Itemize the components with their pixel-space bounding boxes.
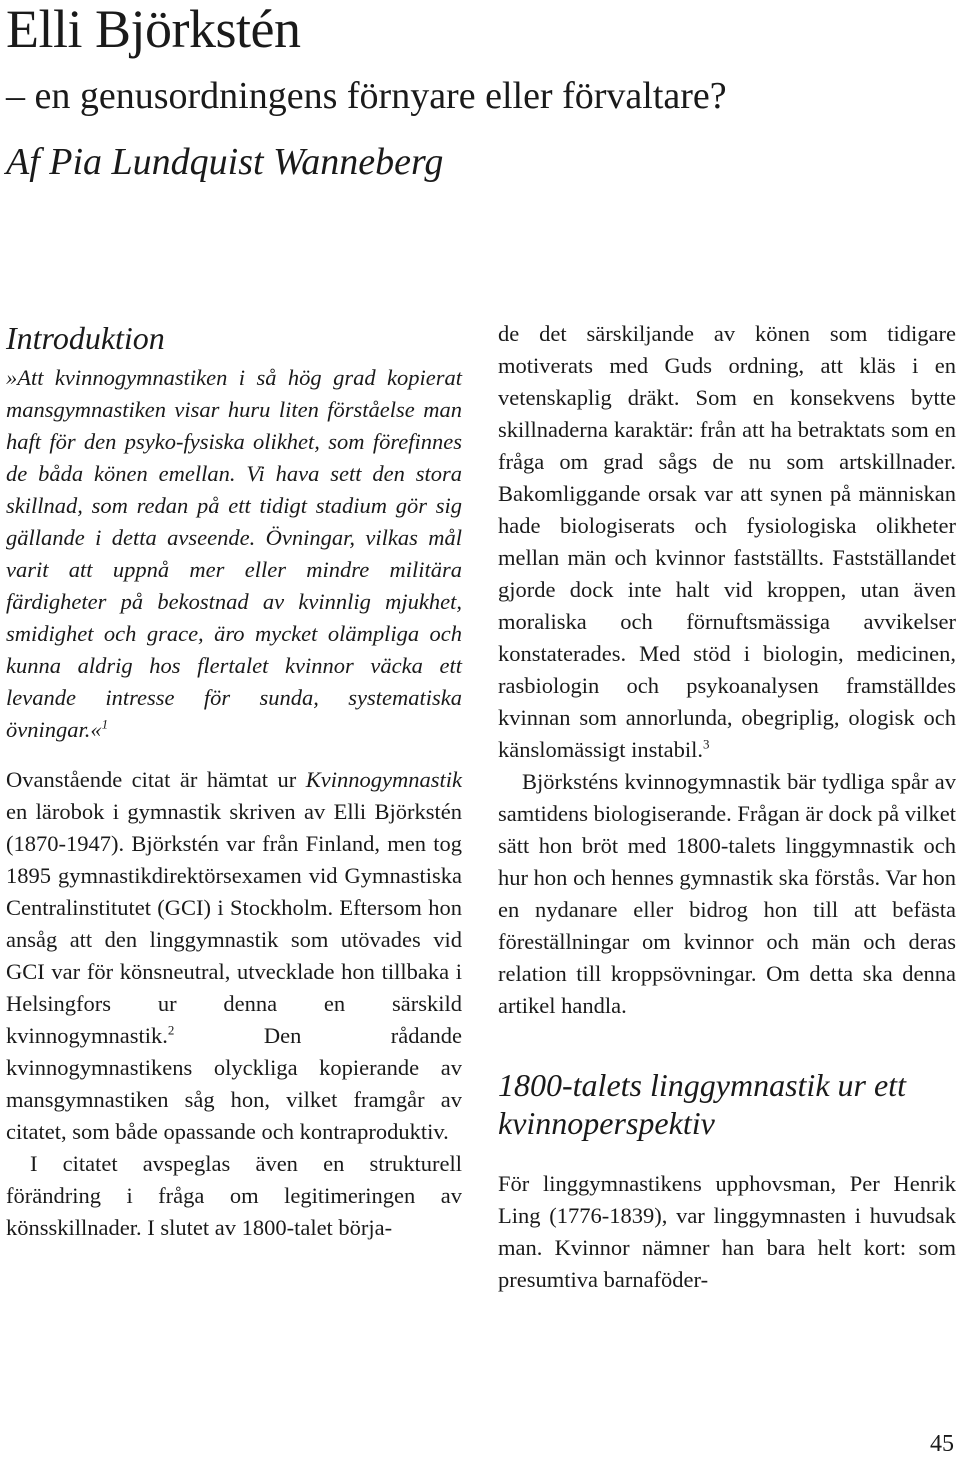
article-author: Af Pia Lundquist Wanneberg — [6, 141, 444, 183]
section2-heading: 1800-talets linggymnastik ur ett kvinnoperspektiv — [498, 1067, 906, 1141]
article-subtitle: – en genusordningens förnyare eller förvaltare? — [6, 75, 727, 117]
intro-p1-text-c: Den rådande kvinnogymnastikens olyckliga kopierande av mansgymnastiken såg hon, vilket framgår av citatet, som både opassande och kontraproduktiv. — [6, 1023, 462, 1144]
intro-paragraph-3 — [498, 318, 956, 766]
article-title: Elli Björkstén — [6, 0, 301, 59]
left-column — [6, 320, 462, 1244]
footnote-ref-2[interactable]: 2 — [167, 1022, 175, 1038]
footnote-ref-1[interactable]: 1 — [101, 716, 109, 732]
intro-paragraph-2: I citatet avspeglas även en strukturell förändring i fråga om legitimeringen av könsskillnader. I slutet av 1800-talet börja- — [6, 1151, 462, 1240]
page-number: 45 — [930, 1431, 954, 1457]
intro-p1-text-b: en lärobok i gymnastik skriven av Elli Björkstén (1870-1947). Björkstén var från Finland, men tog 1895 gymnastikdirektörsexamen vid Gymnastiska Centralinstitutet (GCI) i Stockholm. Eftersom hon ansåg att den linggymnastik som utövades vid GCI var för könsneutral, utvecklade hon tillbaka i Helsingfors ur denna en särskild kvinnogymnastik. — [6, 799, 462, 1048]
intro-paragraph-4: Björksténs kvinnogymnastik bär tydliga spår av samtidens biologiserande. Frågan är dock på vilket sätt hon bröt med 1800-talets linggymnastik och hur hon och hennes gymnastik ska förstås. Var hon en nydanare eller bidrog hon till att befästa föreställningar om kvinnor och män och deras relation till kroppsövningar. Om detta ska denna artikel handla. — [498, 769, 956, 1018]
intro-quote-text: »Att kvinnogymnastiken i så hög grad kopierat mansgymnastiken visar huru liten förståelse man haft för den psyko-fysiska olikhet, som förefinnes de båda könen emellan. Vi hava sett den stora skillnad, som redan på ett tidigt stadium gör sig gällande i detta avseende. Övningar, vilkas mål varit att uppnå mer eller mindre militära färdigheter på bekostnad av kvinnlig mjukhet, smidighet och grace, äro mycket olämpliga och kunna aldrig hos flertalet kvinnor väcka ett levande intresse för sunda, systematiska övningar.« — [6, 365, 462, 742]
intro-p1-text-a: Ovanstående citat är hämtat ur — [6, 767, 306, 792]
intro-quote — [6, 362, 462, 746]
intro-heading: Introduktion — [6, 320, 165, 356]
intro-paragraph-1 — [6, 764, 462, 1148]
right-column — [498, 318, 956, 1296]
footnote-ref-3[interactable]: 3 — [703, 736, 710, 752]
section2-paragraph-1: För linggymnastikens upphovsman, Per Henrik Ling (1776-1839), var linggymnasten i huvudsak man. Kvinnor nämner han bara helt kort: som presumtiva barnaföder- — [498, 1171, 956, 1292]
book-title-kvinnogymnastik: Kvinnogymnastik — [305, 767, 462, 792]
intro-p3-text: de det särskiljande av könen som tidigare motiverats med Guds ordning, att kläs i en vetenskaplig dräkt. Som en konsekvens bytte skillnaderna karaktär: från att ha betraktats som en fråga om grad sågs de nu som artskillnader. Bakomliggande orsak var att synen på människan hade biologiserats och fysiologiska olikheter mellan män och kvinnor fastställts. Fastställandet gjorde dock inte halt vid kroppen, utan även moraliska och förnuftsmässiga avvikelser konstaterades. Med stöd i biologin, medicinen, rasbiologin och psykoanalysen framställdes kvinnan som annorlunda, obegriplig, ologisk och känslomässigt instabil. — [498, 321, 956, 762]
